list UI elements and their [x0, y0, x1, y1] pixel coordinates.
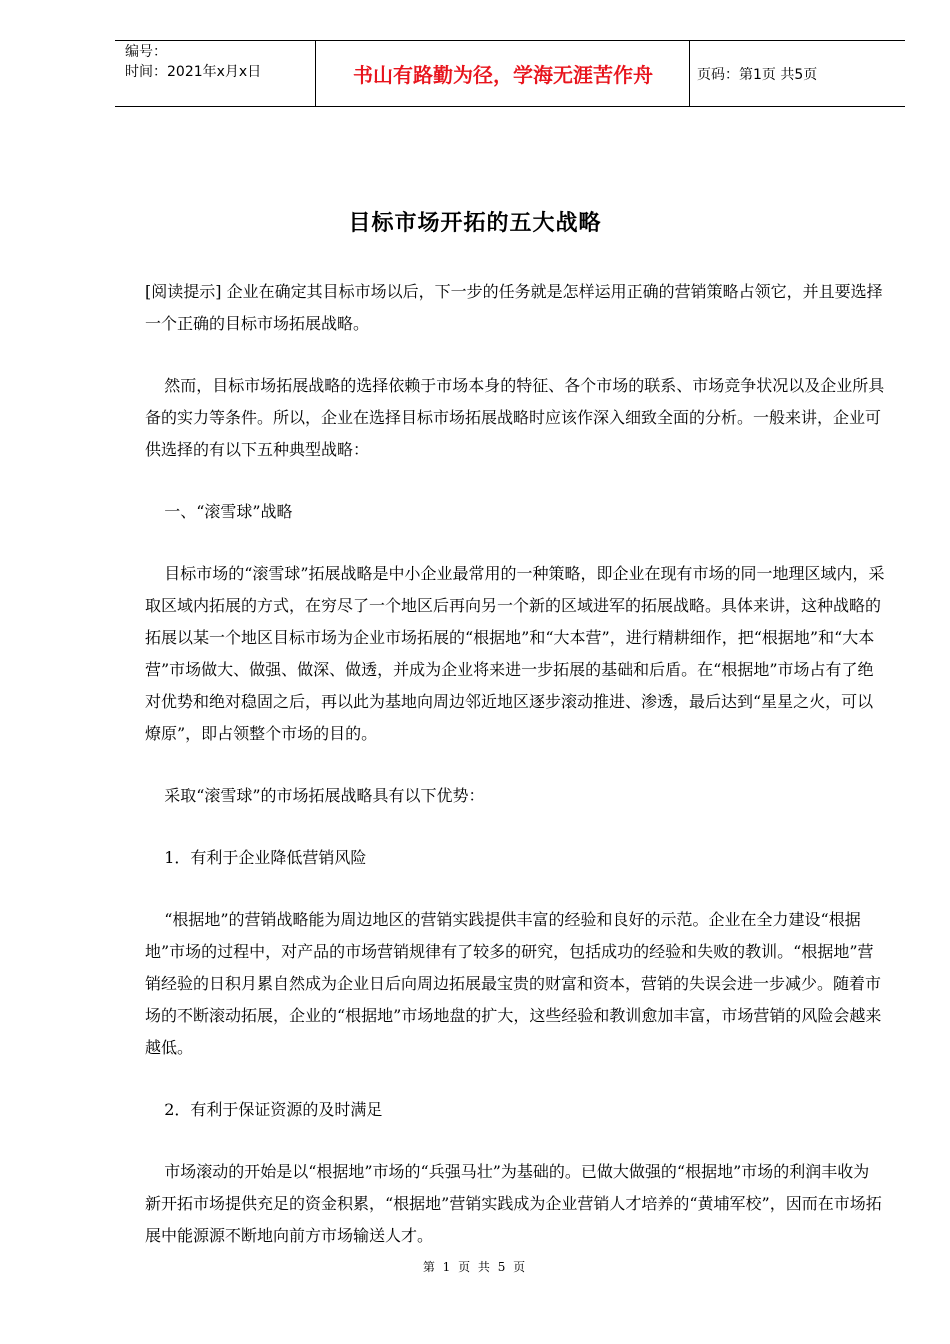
- body-paragraph: 目标市场的“滚雪球”拓展战略是中小企业最常用的一种策略，即企业在现有市场的同一地理区域内，采取区域内拓展的方式，在穷尽了一个地区后再向另一个新的区域进军的拓展战略。具体来讲，这种战略的拓展以某一个地区目标市场为企业市场拓展的“根据地”和“大本营”，进行精耕细作，把“根据地”和“大本营”市场做大、做强、做深、做透，并成为企业将来进一步拓展的基础和后盾。在“根据地”市场占有了绝对优势和绝对稳固之后，再以此为基地向周边邻近地区逐步滚动推进、渗透，最后达到“星星之火，可以燎原”，即占领整个市场的目的。: [145, 564, 885, 743]
- body-paragraph: 采取“滚雪球”的市场拓展战略具有以下优势：: [164, 786, 485, 805]
- body-paragraph: 然而，目标市场拓展战略的选择依赖于市场本身的特征、各个市场的联系、市场竞争状况以及企业所具备的实力等条件。所以，企业在选择目标市场拓展战略时应该作深入细致全面的分析。一般来讲，企业可供选择的有以下五种典型战略：: [145, 376, 885, 459]
- document-title: 目标市场开拓的五大战略: [348, 211, 602, 236]
- section-heading: 一、“滚雪球”战略: [164, 502, 293, 521]
- subsection-heading: 2．有利于保证资源的及时满足: [164, 1100, 383, 1119]
- document-header: [115, 40, 905, 106]
- body-paragraph: “根据地”的营销战略能为周边地区的营销实践提供丰富的经验和良好的示范。企业在全力建设“根据地”市场的过程中，对产品的市场营销规律有了较多的研究，包括成功的经验和失败的教训。“根据地”营销经验的日积月累自然成为企业日后向周边拓展最宝贵的财富和资本，营销的失误会进一步减少。随着市场的不断滚动拓展，企业的“根据地”市场地盘的扩大，这些经验和教训愈加丰富，市场营销的风险会越来越低。: [145, 910, 882, 1057]
- header-motto: 书山有路勤为径，学海无涯苦作舟: [353, 62, 653, 87]
- header-page-code: 页码：第1页 共5页: [697, 67, 818, 83]
- time-label: 时间：2021年x月x日: [125, 64, 262, 80]
- subsection-heading: 1．有利于企业降低营销风险: [164, 848, 367, 867]
- number-label: 编号：: [125, 44, 167, 60]
- header-bottom-rule: [115, 106, 905, 107]
- reading-tip-paragraph: [阅读提示] 企业在确定其目标市场以后，下一步的任务就是怎样运用正确的营销策略占领它，并且要选择一个正确的目标市场拓展战略。: [145, 282, 883, 333]
- header-meta: [125, 42, 261, 82]
- body-paragraph: 市场滚动的开始是以“根据地”市场的“兵强马壮”为基础的。已做大做强的“根据地”市场的利润丰收为新开拓市场提供充足的资金积累，“根据地”营销实践成为企业营销人才培养的“黄埔军校”，因而在市场拓展中能源源不断地向前方市场输送人才。: [145, 1162, 882, 1245]
- page-footer: 第 1 页 共 5 页: [422, 1260, 528, 1274]
- document-body: [145, 276, 885, 1252]
